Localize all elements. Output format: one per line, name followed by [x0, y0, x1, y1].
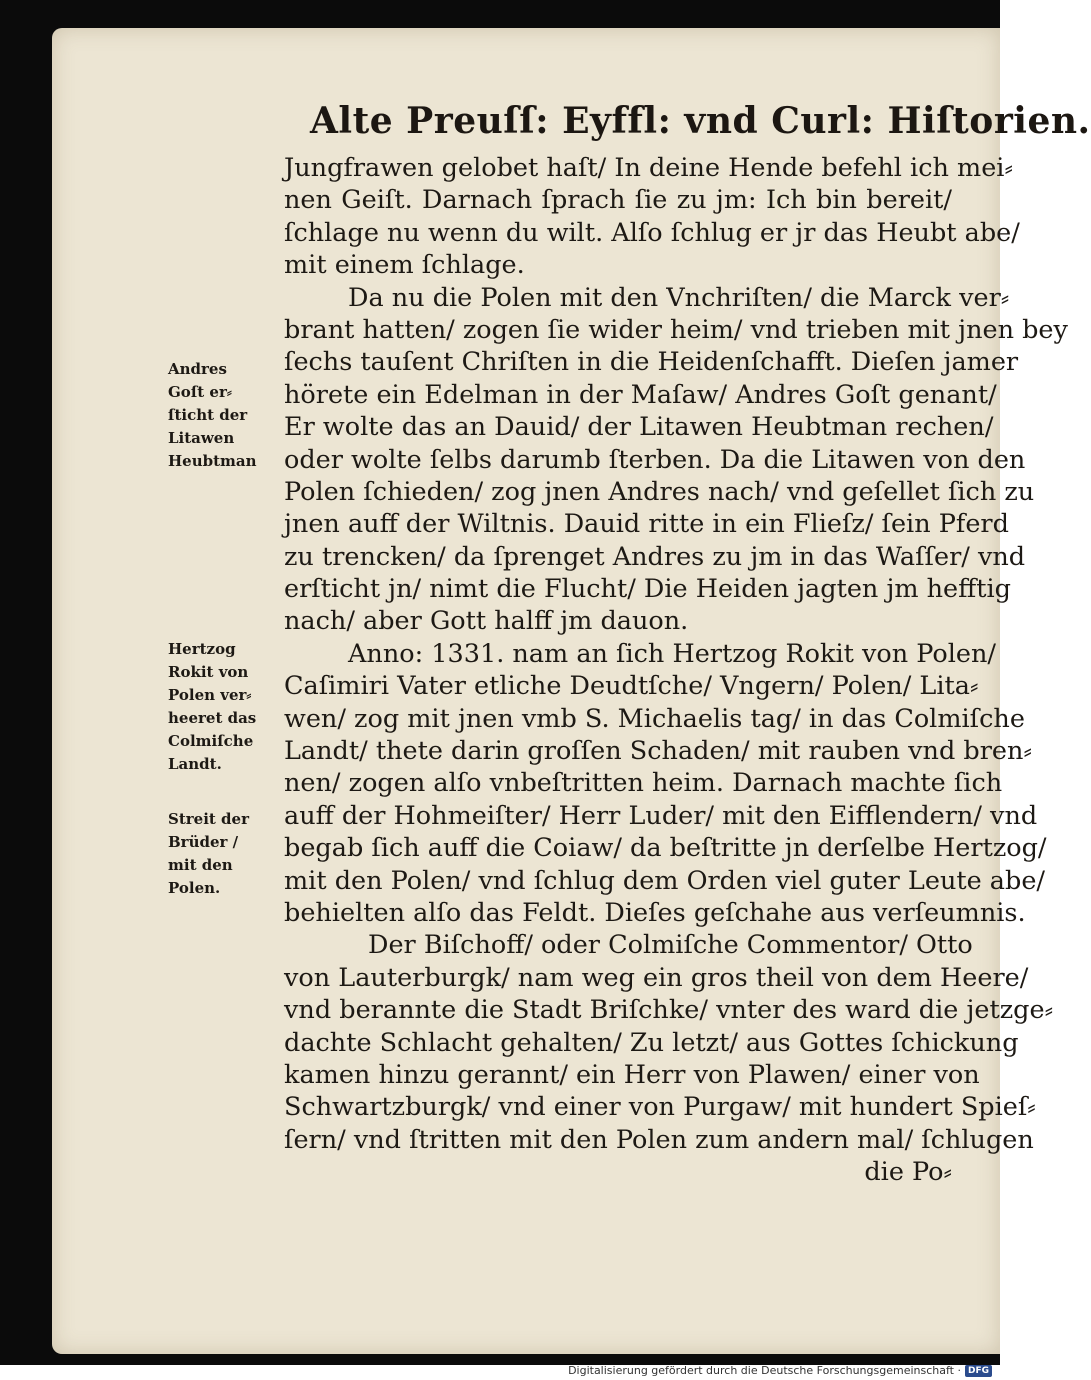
text-line: Polen ſchieden/ zog jnen Andres nach/ vnd geſellet ſich zu — [284, 476, 1035, 507]
text-line: ſern/ vnd ſtritten mit den Polen zum andern mal/ ſchlugen — [284, 1124, 1034, 1155]
text-line: ſchlage nu wenn du wilt. Alſo ſchlug er jr das Heubt abe/ — [284, 217, 1020, 248]
text-line: von Lauterburgk/ nam weg ein gros theil von dem Heere/ — [284, 962, 1029, 993]
margin-note-streit-der-brueder — [168, 808, 282, 900]
margin-note-line: Andres — [168, 360, 227, 378]
text-line: begab ſich auff die Coiaw/ da beſtritte jn derſelbe Hertzog/ — [284, 833, 1047, 864]
margin-note-line: Rokit von — [168, 663, 249, 681]
margin-note-line: Goſt er⸗ — [168, 383, 232, 401]
text-line: Anno: 1331. nam an ſich Hertzog Rokit von Polen/ — [348, 638, 996, 669]
dfg-logo: DFG — [965, 1365, 992, 1377]
text-line: auff der Hohmeiſter/ Herr Luder/ mit den Eifflendern/ vnd — [284, 800, 1038, 831]
main-text-block — [284, 152, 1068, 1189]
text-line: mit einem ſchlage. — [284, 250, 525, 281]
margin-note-line: heeret das — [168, 709, 257, 727]
text-line: Schwartzburgk/ vnd einer von Purgaw/ mit hundert Spieſ⸗ — [284, 1092, 1036, 1123]
text-line: vnd berannte die Stadt Briſchke/ vnter des ward die jetzge⸗ — [284, 995, 1054, 1026]
text-line: wen/ zog mit jnen vmb S. Michaelis tag/ in das Colmiſche — [284, 703, 1025, 734]
text-line: oder wolte ſelbs darumb ſterben. Da die Litawen von den — [284, 444, 1026, 475]
margin-note-line: Brüder / — [168, 833, 239, 851]
text-line: Er wolte das an Dauid/ der Litawen Heubtman rechen/ — [284, 412, 994, 443]
text-line: Der Biſchoff/ oder Colmiſche Commentor/ Otto — [368, 930, 973, 961]
text-line: mit den Polen/ vnd ſchlug dem Orden viel guter Leute abe/ — [284, 865, 1046, 896]
text-line: die Po⸗ — [864, 1157, 952, 1188]
margin-note-line: Litawen — [168, 429, 235, 447]
text-line: nen Geiſt. Darnach ſprach ſie zu jm: Ich bin bereit/ — [284, 185, 952, 216]
margin-note-line: Heubtman — [168, 452, 257, 470]
margin-note-line: ſticht der — [168, 406, 248, 424]
footer-credit — [568, 1364, 992, 1377]
text-line: behielten alſo das Feldt. Dieſes geſchahe aus verſeumnis. — [284, 897, 1026, 928]
margin-note-hertzog-rokit — [168, 638, 282, 776]
text-line: hörete ein Edelman in der Maſaw/ Andres Goſt genant/ — [284, 379, 997, 410]
text-line: zu trencken/ da ſprenget Andres zu jm in das Waſſer/ vnd — [284, 541, 1026, 572]
text-line: erſticht jn/ nimt die Flucht/ Die Heiden jagten jm hefftig — [284, 574, 1011, 605]
text-line: Da nu die Polen mit den Vnchriſten/ die Marck ver⸗ — [348, 282, 1010, 313]
margin-note-line: Streit der — [168, 810, 249, 828]
text-line: dachte Schlacht gehalten/ Zu letzt/ aus Gottes ſchickung — [284, 1027, 1019, 1058]
text-line: jnen auff der Wiltnis. Dauid ritte in ein Flieſz/ ſein Pferd — [284, 509, 1009, 540]
text-line: Landt/ thete darin groſſen Schaden/ mit rauben vnd bren⸗ — [284, 736, 1032, 767]
margin-note-line: Landt. — [168, 755, 222, 773]
text-line: nen/ zogen alſo vnbeſtritten heim. Darnach machte ſich — [284, 768, 1003, 799]
text-line: Jungfrawen gelobet haſt/ In deine Hende befehl ich mei⸗ — [284, 153, 1013, 183]
margin-note-line: Polen. — [168, 879, 221, 897]
margin-note-line: Hertzog — [168, 640, 236, 658]
text-line: Caſimiri Vater etliche Deudtſche/ Vngern/ Polen/ Lita⸗ — [284, 671, 979, 702]
text-line: nach/ aber Gott halff jm dauon. — [284, 606, 689, 637]
margin-note-line: Colmiſche — [168, 732, 254, 750]
footer-credit-text: Digitalisierung gefördert durch die Deutsche Forschungsgemeinschaft · — [568, 1364, 961, 1377]
text-line: ſechs tauſent Chriſten in die Heidenſchafft. Dieſen jamer — [284, 347, 1019, 378]
margin-note-andres-gost — [168, 358, 282, 473]
text-line: brant hatten/ zogen ſie wider heim/ vnd trieben mit jnen bey — [284, 314, 1068, 345]
margin-note-line: mit den — [168, 856, 233, 874]
text-line: kamen hinzu gerannt/ ein Herr von Plawen/ einer von — [284, 1059, 980, 1090]
running-header: Alte Preuſſ: Eyffl: vnd Curl: Hiſtorien. — [310, 100, 1091, 142]
margin-note-line: Polen ver⸗ — [168, 686, 252, 704]
